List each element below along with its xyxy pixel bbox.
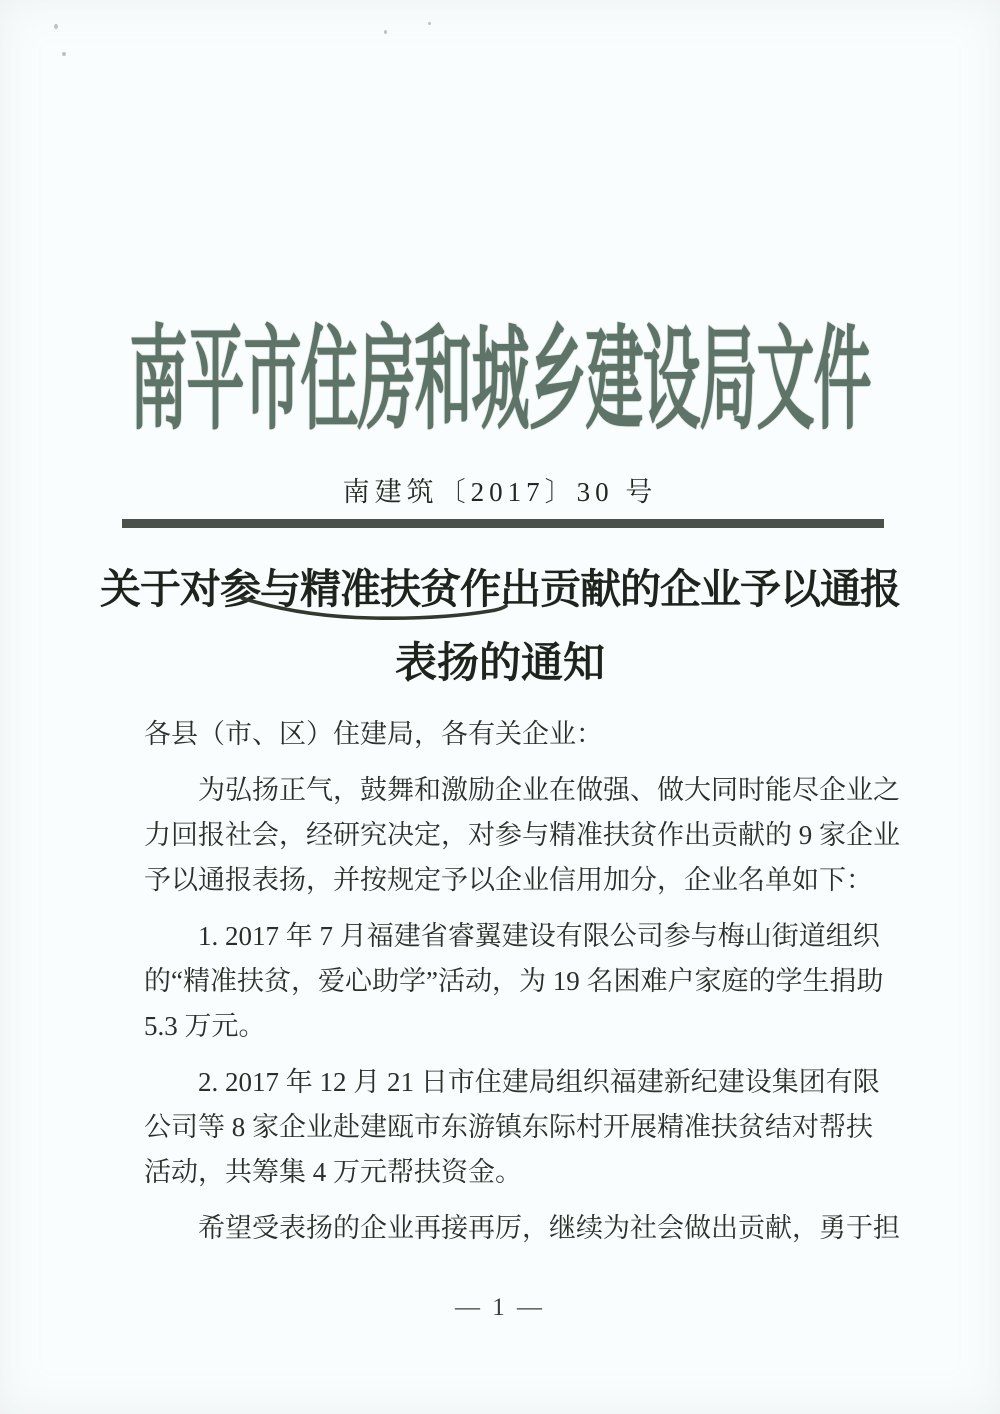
document-title-line2: 表扬的通知 bbox=[394, 641, 605, 687]
paragraph-line: 公司等 8 家企业赴建瓯市东游镇东际村开展精准扶贫结对帮扶 bbox=[144, 1112, 873, 1142]
handdrawn-wavy-underline bbox=[238, 592, 510, 624]
paragraph-item1 bbox=[144, 914, 910, 1049]
paragraph-intro bbox=[144, 768, 910, 903]
paragraph-line: 活动，共筹集 4 万元帮扶资金。 bbox=[144, 1157, 522, 1187]
paragraph-line: 为弘扬正气，鼓舞和激励企业在做强、做大同时能尽企业之 bbox=[198, 775, 900, 805]
paragraph-line: 希望受表扬的企业再接再厉，继续为社会做出贡献，勇于担 bbox=[198, 1213, 900, 1243]
paragraph-item2 bbox=[144, 1060, 910, 1195]
paragraph-line: 的“精准扶贫，爱心助学”活动，为 19 名困难户家庭的学生捐助 bbox=[144, 966, 884, 996]
paragraph-line: 1. 2017 年 7 月福建省睿翼建设有限公司参与梅山街道组织 bbox=[198, 921, 880, 951]
document-title-line1: 关于对参与精准扶贫作出贡献的企业予以通报 bbox=[100, 566, 900, 612]
paragraph-line: 2. 2017 年 12 月 21 日市住建局组织福建新纪建设集团有限 bbox=[198, 1067, 880, 1097]
scan-speck bbox=[62, 52, 66, 56]
document-number: 南建筑〔2017〕30 号 bbox=[342, 477, 658, 507]
salutation-line: 各县（市、区）住建局，各有关企业： bbox=[144, 719, 603, 749]
document-body bbox=[144, 712, 910, 1251]
scan-speck bbox=[54, 24, 58, 29]
scan-speck bbox=[428, 22, 431, 25]
paragraph-line: 予以通报表扬，并按规定予以企业信用加分，企业名单如下： bbox=[144, 865, 873, 895]
page-number: — 1 — bbox=[455, 1294, 545, 1321]
paragraph-line: 力回报社会，经研究决定，对参与精准扶贫作出贡献的 9 家企业 bbox=[144, 820, 900, 850]
header-separator-rule bbox=[122, 519, 884, 528]
paragraph-closing bbox=[144, 1206, 910, 1251]
agency-header-title: 南平市住房和城乡建设局文件 bbox=[129, 317, 871, 444]
scan-speck bbox=[384, 30, 387, 34]
paragraph-line: 5.3 万元。 bbox=[144, 1011, 266, 1041]
